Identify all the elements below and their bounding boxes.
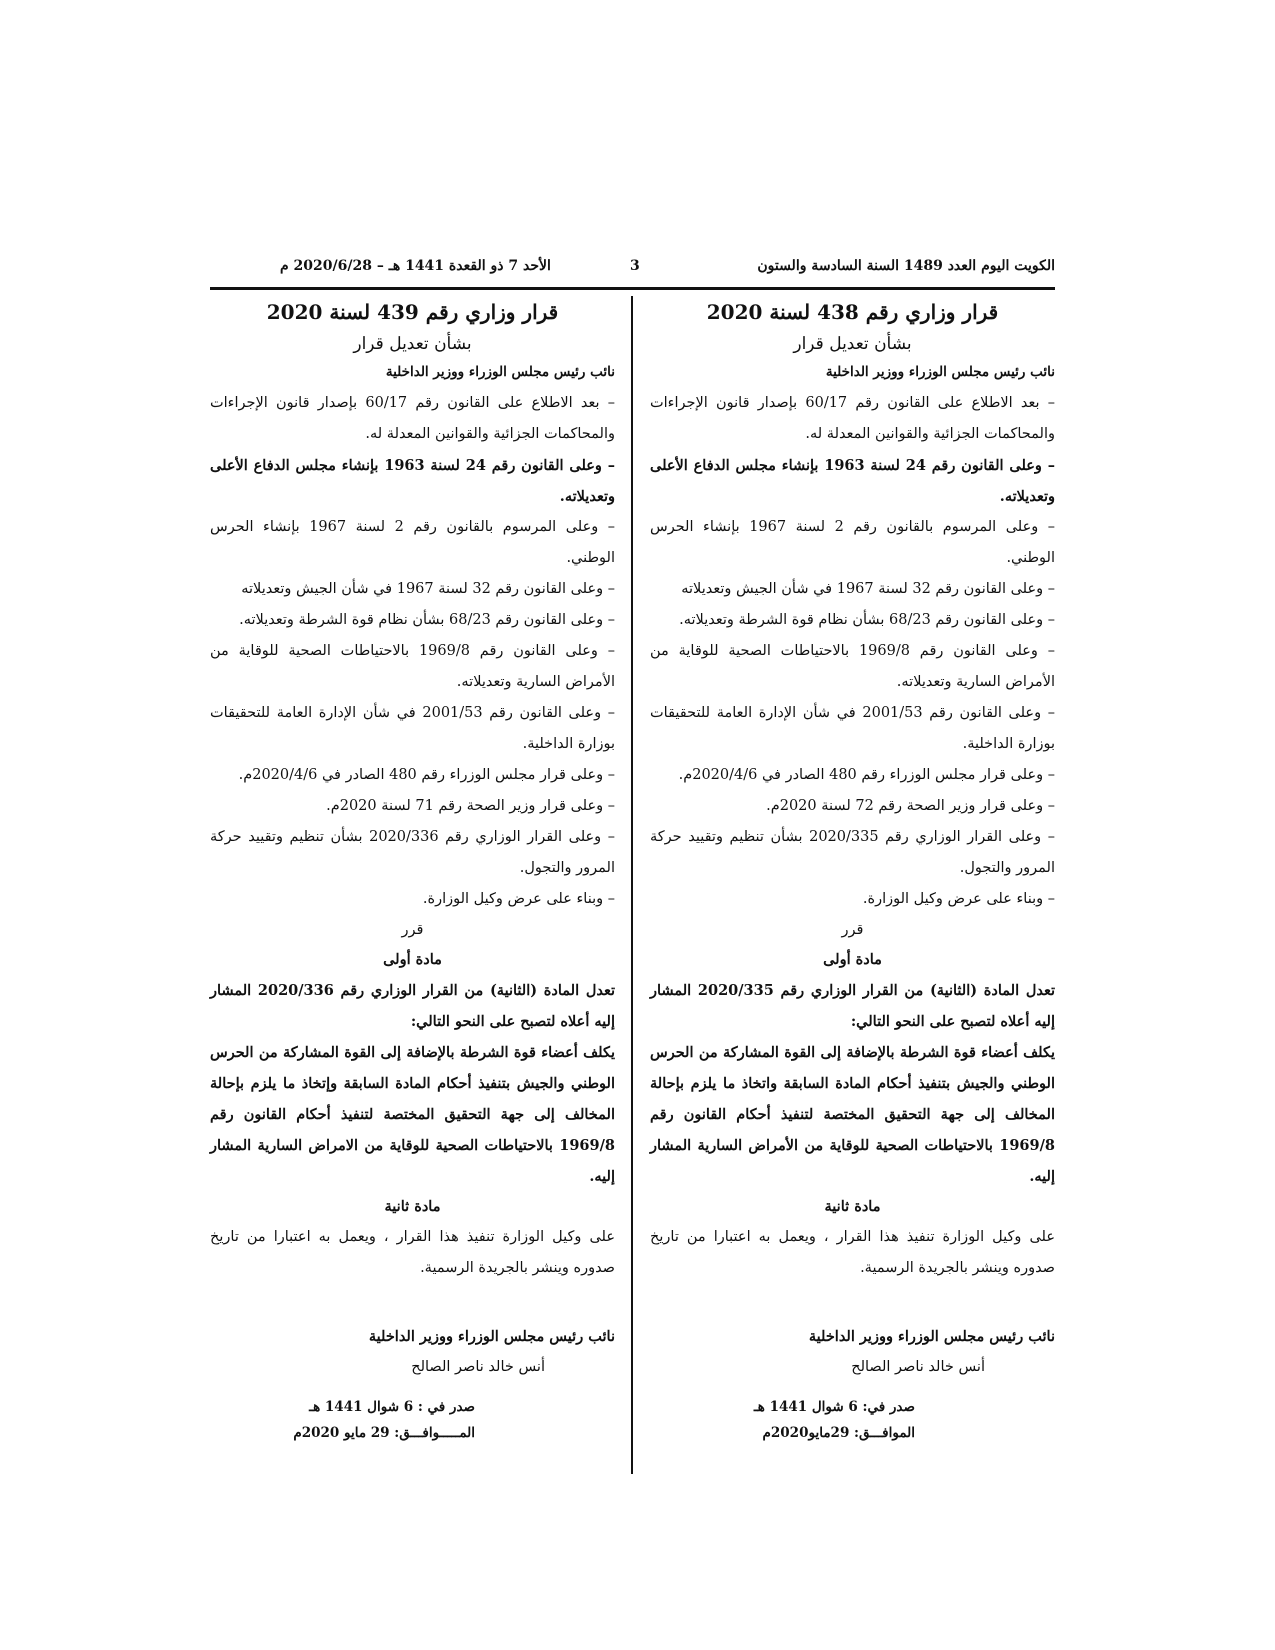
signer-title: نائب رئيس مجلس الوزراء ووزير الداخلية [368, 1328, 615, 1345]
preamble-item: – وعلى المرسوم بالقانون رقم 2 لسنة 1967 بإنشاء الحرس الوطني. [650, 519, 1055, 566]
article-1-heading: مادة أولى [823, 951, 882, 968]
preamble-item: – وعلى القانون رقم 1969/8 بالاحتياطات الصحية للوقاية من الأمراض السارية وتعديلاته. [650, 643, 1055, 690]
issuer-line: نائب رئيس مجلس الوزراء ووزير الداخلية [825, 364, 1055, 380]
preamble-item: – وعلى القرار الوزاري رقم 2020/335 بشأن تنظيم وتقييد حركة المرور والتجول. [650, 829, 1055, 876]
page-header [210, 258, 1055, 280]
issue-date-block [210, 1394, 475, 1446]
corresponding-date: الموافـــق: 29مايو2020م [762, 1425, 915, 1441]
issued-date: صدر في : 6 شوال 1441 هـ [309, 1399, 475, 1415]
decision-439-column [210, 300, 615, 1446]
decision-438-column [650, 300, 1055, 1446]
article-1-intro: تعدل المادة (الثانية) من القرار الوزاري رقم 2020/335 المشار إليه أعلاه لتصبح على النحو التالي: [650, 982, 1055, 1030]
article-1-body: يكلف أعضاء قوة الشرطة بالإضافة إلى القوة المشاركة من الحرس الوطني والجيش بتنفيذ أحكام المادة السابقة وإتخاذ ما يلزم بإحالة المخالف إلى جهة التحقيق المختصة لتنفيذ أحكام القانون رقم 1969/8 بالاحتياطات الصحية للوقاية من الامراض السارية المشار إليه. [210, 1044, 615, 1185]
decision-title: قرار وزاري رقم 438 لسنة 2020 [706, 300, 999, 324]
article-1-body: يكلف أعضاء قوة الشرطة بالإضافة إلى القوة المشاركة من الحرس الوطني والجيش بتنفيذ أحكام المادة السابقة واتخاذ ما يلزم بإحالة المخالف إلى جهة التحقيق المختصة لتنفيذ أحكام القانون رقم 1969/8 بالاحتياطات الصحية للوقاية من الأمراض السارية المشار إليه. [650, 1044, 1055, 1185]
preamble-item: – بعد الاطلاع على القانون رقم 60/17 بإصدار قانون الإجراءات والمحاكمات الجزائية والقوانين المعدلة له. [210, 395, 616, 442]
column-divider [631, 296, 633, 1474]
issue-date-block [650, 1394, 915, 1446]
article-1-heading: مادة أولى [383, 951, 442, 968]
article-2-heading: مادة ثانية [384, 1198, 441, 1215]
article-1-intro: تعدل المادة (الثانية) من القرار الوزاري رقم 2020/336 المشار إليه أعلاه لتصبح على النحو التالي: [210, 982, 615, 1030]
decided-heading: قرر [841, 922, 864, 938]
preamble-item: – وعلى القانون رقم 68/23 بشأن نظام قوة الشرطة وتعديلاته. [239, 612, 615, 628]
preamble-item: – وعلى قرار مجلس الوزراء رقم 480 الصادر في 2020/4/6م. [238, 767, 615, 783]
header-rule [210, 287, 1055, 290]
issuer-line: نائب رئيس مجلس الوزراء ووزير الداخلية [385, 364, 615, 380]
preamble-item: – وعلى قرار وزير الصحة رقم 71 لسنة 2020م. [326, 798, 615, 814]
article-2-heading: مادة ثانية [824, 1198, 881, 1215]
preamble-item: – وعلى القانون رقم 2001/53 في شأن الإدارة العامة للتحقيقات بوزارة الداخلية. [210, 705, 615, 752]
preamble-item: – وعلى القانون رقم 2001/53 في شأن الإدارة العامة للتحقيقات بوزارة الداخلية. [650, 705, 1055, 752]
page-number: 3 [630, 258, 640, 274]
decision-subtitle: بشأن تعديل قرار [353, 334, 472, 354]
preamble-item: – وعلى القانون رقم 32 لسنة 1967 في شأن الجيش وتعديلاته [681, 581, 1055, 597]
preamble-item: – وعلى القانون رقم 68/23 بشأن نظام قوة الشرطة وتعديلاته. [679, 612, 1055, 628]
decision-title: قرار وزاري رقم 439 لسنة 2020 [266, 300, 559, 324]
preamble-item: – وعلى القانون رقم 24 لسنة 1963 بإنشاء مجلس الدفاع الأعلى وتعديلاته. [210, 457, 615, 505]
preamble-item: – وعلى القانون رقم 1969/8 بالاحتياطات الصحية للوقاية من الأمراض السارية وتعديلاته. [210, 643, 615, 690]
decided-heading: قرر [401, 922, 424, 938]
article-2-body: على وكيل الوزارة تنفيذ هذا القرار ، ويعمل به اعتبارا من تاريخ صدوره وينشر بالجريدة الرسمية. [650, 1229, 1055, 1276]
preamble-item: – بعد الاطلاع على القانون رقم 60/17 بإصدار قانون الإجراءات والمحاكمات الجزائية والقوانين المعدلة له. [650, 395, 1056, 442]
preamble-item: – وعلى قرار مجلس الوزراء رقم 480 الصادر في 2020/4/6م. [678, 767, 1055, 783]
signature-block [210, 1322, 615, 1382]
preamble-item: – وعلى القانون رقم 24 لسنة 1963 بإنشاء مجلس الدفاع الأعلى وتعديلاته. [650, 457, 1055, 505]
header-date: الأحد 7 ذو القعدة 1441 هـ – 2020/6/28 م [280, 258, 551, 274]
decision-subtitle: بشأن تعديل قرار [793, 334, 912, 354]
signer-title: نائب رئيس مجلس الوزراء ووزير الداخلية [808, 1328, 1055, 1345]
preamble-item: – وعلى المرسوم بالقانون رقم 2 لسنة 1967 بإنشاء الحرس الوطني. [210, 519, 615, 566]
preamble-item: – وعلى القرار الوزاري رقم 2020/336 بشأن تنظيم وتقييد حركة المرور والتجول. [210, 829, 615, 876]
header-gazette-info: الكويت اليوم العدد 1489 السنة السادسة والستون [757, 258, 1055, 274]
article-2-body: على وكيل الوزارة تنفيذ هذا القرار ، ويعمل به اعتبارا من تاريخ صدوره وينشر بالجريدة الرسمية. [210, 1229, 615, 1276]
preamble-item: – وبناء على عرض وكيل الوزارة. [422, 891, 615, 907]
issued-date: صدر في: 6 شوال 1441 هـ [753, 1399, 915, 1415]
preamble-item: – وعلى قرار وزير الصحة رقم 72 لسنة 2020م. [766, 798, 1055, 814]
signature-block [650, 1322, 1055, 1382]
preamble-item: – وعلى القانون رقم 32 لسنة 1967 في شأن الجيش وتعديلاته [241, 581, 615, 597]
corresponding-date: المـــــوافـــق: 29 مايو 2020م [293, 1425, 475, 1441]
signer-name: أنس خالد ناصر الصالح [851, 1359, 985, 1375]
signer-name: أنس خالد ناصر الصالح [411, 1359, 545, 1375]
preamble-item: – وبناء على عرض وكيل الوزارة. [862, 891, 1055, 907]
